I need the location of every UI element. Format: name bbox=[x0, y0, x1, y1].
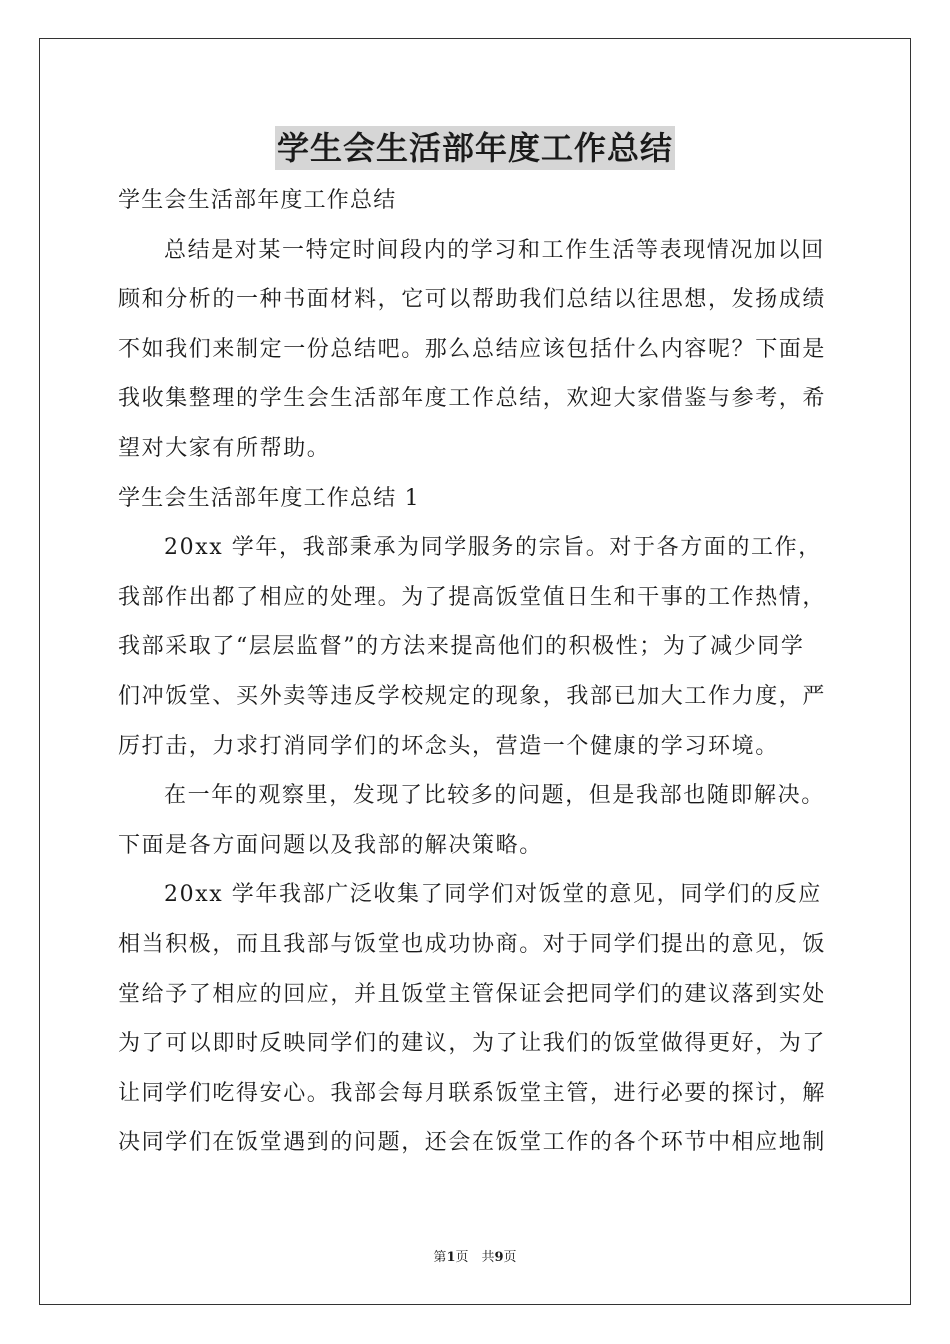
text-line: 20xx 学年，我部秉承为同学服务的宗旨。对于各方面的工作， bbox=[164, 535, 822, 561]
text-line: 堂给予了相应的回应，并且饭堂主管保证会把同学们的建议落到实处 bbox=[118, 981, 827, 1007]
text-line: 决同学们在饭堂遇到的问题，还会在饭堂工作的各个环节中相应地制 bbox=[118, 1130, 827, 1156]
page-current: 1 bbox=[446, 1250, 456, 1265]
text-line: 我部作出都了相应的处理。为了提高饭堂值日生和干事的工作热情， bbox=[118, 584, 827, 610]
text-line: 厉打击，力求打消同学们的坏念头，营造一个健康的学习环境。 bbox=[118, 733, 779, 759]
page-prefix: 第 bbox=[433, 1250, 447, 1265]
document-body bbox=[118, 176, 834, 1168]
text-line: 总结是对某一特定时间段内的学习和工作生活等表现情况加以回 bbox=[164, 237, 825, 263]
text-line: 不如我们来制定一份总结吧。那么总结应该包括什么内容呢？下面是 bbox=[118, 336, 827, 362]
section-heading: 学生会生活部年度工作总结 bbox=[118, 188, 397, 213]
text-line: 我部采取了“层层监督”的方法来提高他们的积极性；为了减少同学 bbox=[118, 634, 805, 660]
text-line: 20xx 学年我部广泛收集了同学们对饭堂的意见，同学们的反应 bbox=[164, 882, 822, 908]
text-line: 在一年的观察里，发现了比较多的问题，但是我部也随即解决。 bbox=[164, 783, 825, 809]
text-line: 顾和分析的一种书面材料，它可以帮助我们总结以往思想，发扬成绩 bbox=[118, 287, 827, 313]
text-line: 我收集整理的学生会生活部年度工作总结，欢迎大家借鉴与参考，希 bbox=[118, 386, 827, 412]
text-line: 相当积极，而且我部与饭堂也成功协商。对于同学们提出的意见，饭 bbox=[118, 931, 827, 957]
page-total: 9 bbox=[494, 1250, 504, 1265]
title-container bbox=[0, 126, 950, 170]
page-footer bbox=[0, 1246, 950, 1265]
text-line: 为了可以即时反映同学们的建议，为了让我们的饭堂做得更好，为了 bbox=[118, 1031, 827, 1057]
text-line: 下面是各方面问题以及我部的解决策略。 bbox=[118, 832, 543, 858]
text-line: 让同学们吃得安心。我部会每月联系饭堂主管，进行必要的探讨，解 bbox=[118, 1080, 827, 1106]
text-line: 望对大家有所帮助。 bbox=[118, 435, 331, 461]
page-suffix: 页 bbox=[503, 1250, 517, 1265]
page-mid: 页 共 bbox=[455, 1250, 495, 1265]
text-line: 们冲饭堂、买外卖等违反学校规定的现象，我部已加大工作力度，严 bbox=[118, 683, 827, 709]
section-heading: 学生会生活部年度工作总结 1 bbox=[118, 485, 420, 511]
document-title: 学生会生活部年度工作总结 bbox=[275, 126, 675, 170]
